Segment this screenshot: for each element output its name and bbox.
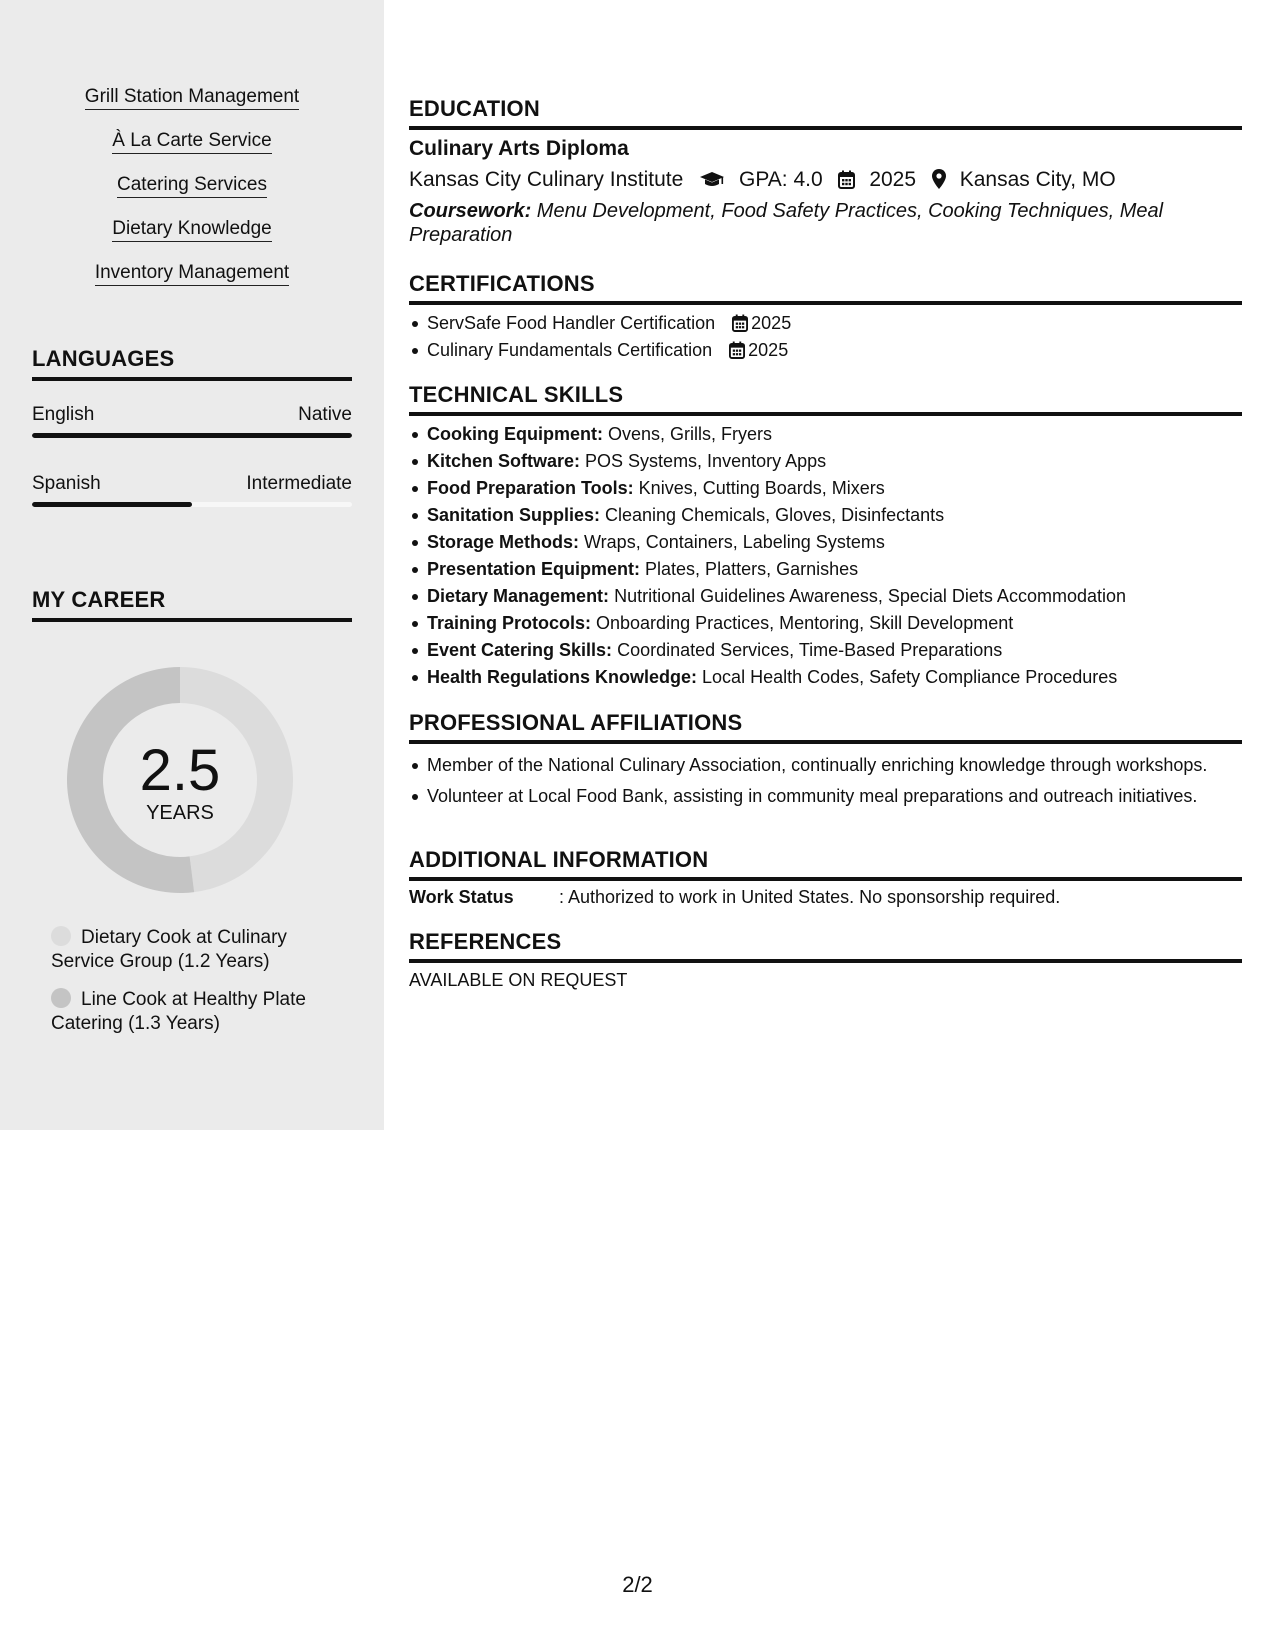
calendar-icon <box>732 314 748 332</box>
additional-info-heading: ADDITIONAL INFORMATION <box>409 847 1242 881</box>
graduation-cap-icon <box>699 171 725 195</box>
list-item <box>427 310 1242 337</box>
language-fill <box>32 502 192 507</box>
language-fill <box>32 433 352 438</box>
list-item <box>427 502 1242 529</box>
list-item: Member of the National Culinary Association, continually enriching knowledge through workshops. <box>427 752 1242 779</box>
skill-tag: Inventory Management <box>95 262 289 286</box>
career-legend-item <box>51 988 341 1036</box>
technical-skills-list <box>427 421 1242 691</box>
skill-label: Kitchen Software: <box>427 451 581 471</box>
list-item <box>427 529 1242 556</box>
list-item <box>427 610 1242 637</box>
degree-title: Culinary Arts Diploma <box>409 137 629 160</box>
legend-dot <box>51 926 71 946</box>
skill-tag: Dietary Knowledge <box>112 218 271 242</box>
career-legend-item <box>51 926 341 974</box>
affiliations-heading: PROFESSIONAL AFFILIATIONS <box>409 710 1242 744</box>
coursework <box>409 199 1189 247</box>
career-total <box>67 740 293 824</box>
language-row-spanish <box>32 473 352 495</box>
graduation-year: 2025 <box>869 168 917 191</box>
skill-value: POS Systems, Inventory Apps <box>580 451 827 471</box>
career-legend-label: Line Cook at Healthy Plate Catering (1.3 Years) <box>51 989 306 1034</box>
skill-value: Cleaning Chemicals, Gloves, Disinfectants <box>600 505 945 525</box>
language-bar-english <box>32 433 352 438</box>
language-level: Intermediate <box>246 473 352 494</box>
skill-label: Dietary Management: <box>427 586 610 606</box>
location: Kansas City, MO <box>959 168 1116 191</box>
skill-label: Storage Methods: <box>427 532 580 552</box>
list-item <box>427 337 1242 364</box>
list-item <box>427 637 1242 664</box>
language-name: Spanish <box>32 473 101 494</box>
career-legend-label: Dietary Cook at Culinary Service Group (1.2 Years) <box>51 927 287 972</box>
skill-tag: À La Carte Service <box>112 130 271 154</box>
skill-label: Food Preparation Tools: <box>427 478 634 498</box>
list-item: Volunteer at Local Food Bank, assisting in community meal preparations and outreach initiatives. <box>427 783 1242 810</box>
list-item <box>427 556 1242 583</box>
language-bar-spanish <box>32 502 352 507</box>
certifications-list <box>427 310 1242 364</box>
work-status-label: Work Status <box>409 887 514 907</box>
gpa: GPA: 4.0 <box>738 168 823 191</box>
skills-list <box>0 86 384 306</box>
skill-value: Plates, Platters, Garnishes <box>640 559 859 579</box>
education-details <box>409 168 1116 195</box>
skill-value: Onboarding Practices, Mentoring, Skill Development <box>591 613 1014 633</box>
education-heading: EDUCATION <box>409 96 1242 130</box>
skill-value: Ovens, Grills, Fryers <box>602 424 772 444</box>
work-status-row <box>409 887 1060 908</box>
references-heading: REFERENCES <box>409 929 1242 963</box>
calendar-icon <box>838 170 855 195</box>
skill-value: Knives, Cutting Boards, Mixers <box>633 478 885 498</box>
skill-label: Presentation Equipment: <box>427 559 641 579</box>
skill-tag: Catering Services <box>117 174 267 198</box>
map-pin-icon <box>932 169 946 195</box>
career-total-number: 2.5 <box>139 738 221 803</box>
calendar-icon <box>729 341 745 359</box>
list-item <box>427 448 1242 475</box>
list-item <box>427 475 1242 502</box>
list-item <box>427 664 1242 691</box>
coursework-list: Menu Development, Food Safety Practices, Cooking Techniques, Meal Preparation <box>409 200 1164 246</box>
references-text: AVAILABLE ON REQUEST <box>409 970 628 990</box>
certification-date <box>732 313 791 333</box>
skill-value: Wraps, Containers, Labeling Systems <box>579 532 885 552</box>
language-level: Native <box>298 404 352 425</box>
coursework-label: Coursework: <box>409 200 532 222</box>
certification-year: 2025 <box>748 340 789 360</box>
career-total-unit: YEARS <box>146 802 214 824</box>
affiliations-list <box>427 752 1242 814</box>
skill-tag: Grill Station Management <box>85 86 299 110</box>
certification-date <box>729 340 788 360</box>
technical-skills-heading: TECHNICAL SKILLS <box>409 382 1242 416</box>
page-number: 2/2 <box>622 1572 653 1597</box>
languages-heading: LANGUAGES <box>32 346 352 381</box>
language-row-english <box>32 404 352 426</box>
skill-value: Nutritional Guidelines Awareness, Special Diets Accommodation <box>609 586 1126 606</box>
work-status-value: : Authorized to work in United States. No sponsorship required. <box>559 887 1061 907</box>
skill-value: Local Health Codes, Safety Compliance Procedures <box>697 667 1118 687</box>
certifications-heading: CERTIFICATIONS <box>409 271 1242 305</box>
career-heading: MY CAREER <box>32 587 352 622</box>
certification-year: 2025 <box>751 313 792 333</box>
skill-value: Coordinated Services, Time-Based Preparations <box>612 640 1003 660</box>
skill-label: Training Protocols: <box>427 613 592 633</box>
certification-name: Culinary Fundamentals Certification <box>427 340 713 360</box>
skill-label: Health Regulations Knowledge: <box>427 667 698 687</box>
legend-dot <box>51 988 71 1008</box>
language-name: English <box>32 404 95 425</box>
skill-label: Event Catering Skills: <box>427 640 613 660</box>
list-item <box>427 421 1242 448</box>
skill-label: Cooking Equipment: <box>427 424 603 444</box>
list-item <box>427 583 1242 610</box>
skill-label: Sanitation Supplies: <box>427 505 601 525</box>
certification-name: ServSafe Food Handler Certification <box>427 313 716 333</box>
school-name: Kansas City Culinary Institute <box>409 168 684 191</box>
sidebar <box>0 0 384 1130</box>
